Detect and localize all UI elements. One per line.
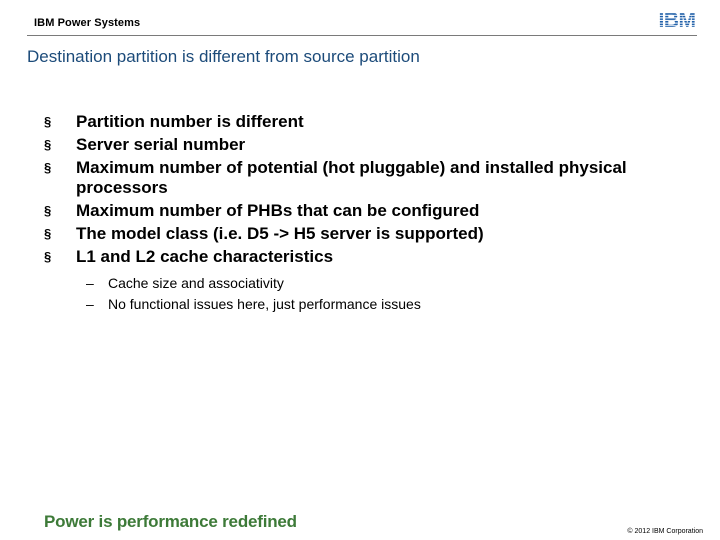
slide-title: Destination partition is different from source partition: [27, 47, 420, 66]
bullet-item: [44, 135, 664, 155]
footer-tagline: Power is performance redefined: [44, 512, 297, 531]
sub-bullet-marker: –: [86, 274, 94, 291]
bullet-marker: §: [44, 137, 52, 153]
bullet-text: Server serial number: [76, 135, 246, 155]
bullet-marker: §: [44, 114, 52, 129]
sub-bullet-text: No functional issues here, just performance issues: [108, 295, 421, 312]
bullet-text: Maximum number of potential (hot pluggable) and installed physical processors: [76, 158, 627, 197]
bullet-item: [44, 158, 664, 197]
sub-bullet-marker: –: [86, 295, 94, 312]
sub-bullet-list: [76, 273, 664, 315]
header-rule: [27, 35, 697, 36]
bullet-marker: §: [44, 225, 52, 241]
bullet-item: [44, 224, 664, 244]
bullet-list: [44, 112, 664, 318]
sub-bullet-item: [76, 273, 664, 294]
bullet-item: [44, 201, 664, 221]
ibm-logo: [657, 8, 697, 30]
bullet-item: [44, 247, 664, 315]
sub-bullet-item: [76, 294, 664, 315]
sub-bullet-text: Cache size and associativity: [108, 274, 284, 291]
bullet-text: Partition number is different: [76, 112, 304, 131]
header-brand: IBM Power Systems: [34, 17, 141, 29]
bullet-marker: §: [44, 160, 52, 176]
bullet-text: L1 and L2 cache characteristics: [76, 247, 334, 267]
bullet-item: [44, 112, 664, 132]
bullet-text: Maximum number of PHBs that can be configured: [76, 200, 480, 220]
bullet-marker: §: [44, 249, 52, 265]
footer-copyright: © 2012 IBM Corporation: [627, 528, 703, 535]
bullet-text: The model class (i.e. D5 -> H5 server is supported): [76, 223, 484, 243]
bullet-marker: §: [44, 202, 52, 218]
